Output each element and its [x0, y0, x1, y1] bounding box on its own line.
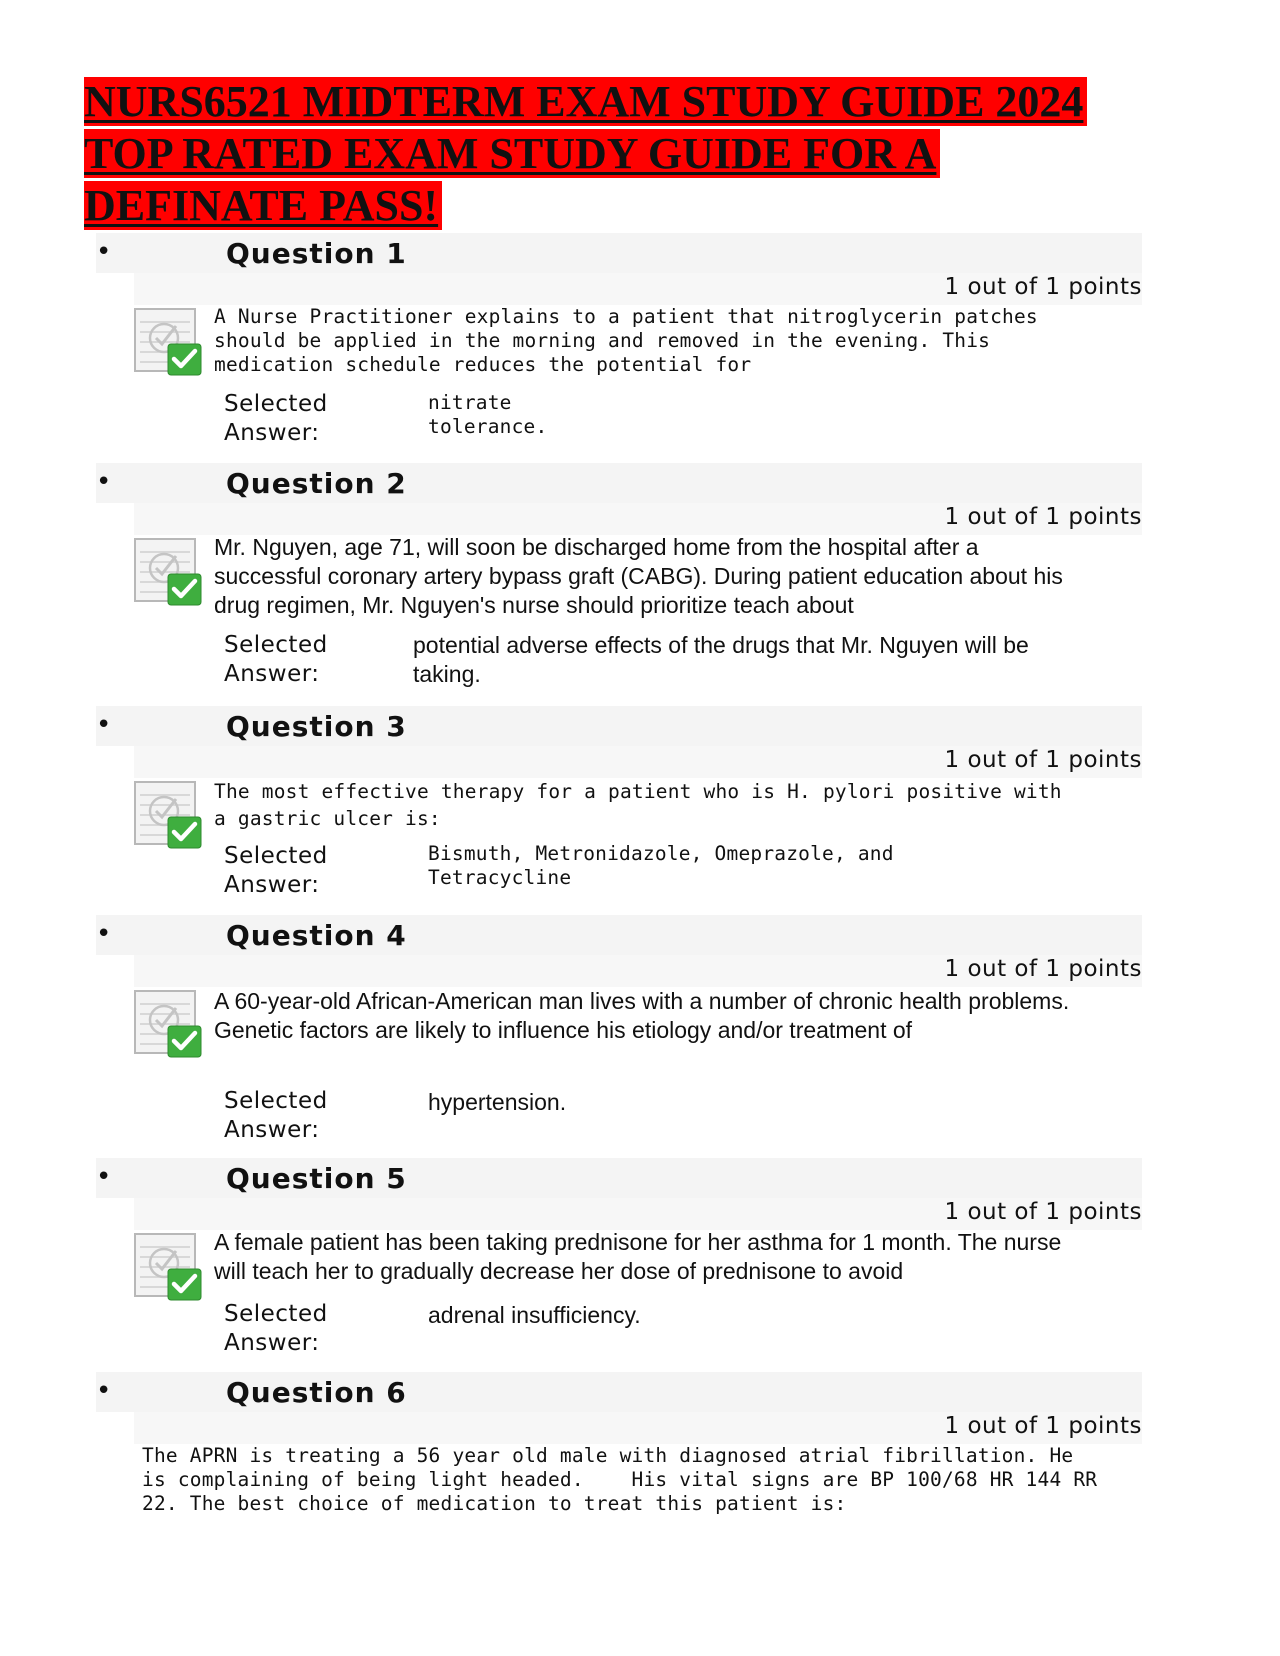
selected-label-line-1: Selected: [224, 1301, 328, 1327]
selected-answer: [428, 842, 1068, 890]
selected-answer: potential adverse effects of the drugs that Mr. Nguyen will be taking.: [413, 632, 1029, 687]
question-points: 1 out of 1 points: [944, 747, 1142, 773]
question-text: The most effective therapy for a patient who is H. pylori positive with a gastric ulcer is:: [214, 780, 1062, 830]
title-line-1: NURS6521 MIDTERM EXAM STUDY GUIDE 2024: [84, 77, 1087, 126]
bullet-icon: •: [96, 1162, 112, 1192]
selected-label-line-2: Answer:: [224, 872, 320, 898]
selected-label-line-1: Selected: [224, 843, 328, 869]
question-text: The APRN is treating a 56 year old male with diagnosed atrial fibrillation. He is complaining of being light headed. His vital signs are BP 100/68 HR 144 RR 22. The best choice of medication to treat this patient is:: [142, 1444, 1110, 1515]
bullet-icon: •: [96, 1376, 112, 1406]
bullet-icon: •: [96, 919, 112, 949]
question-text: A female patient has been taking prednisone for her asthma for 1 month. The nurse will teach her to gradually decrease her dose of prednisone to avoid: [214, 1229, 1062, 1284]
selected-label-line-1: Selected: [224, 1088, 328, 1114]
bullet-icon: •: [96, 467, 112, 497]
answer-line-1: nitrate: [428, 391, 512, 414]
question-title: Question 1: [226, 237, 407, 270]
question-points: 1 out of 1 points: [944, 1413, 1142, 1439]
selected-answer: hypertension.: [428, 1089, 567, 1115]
question-points: 1 out of 1 points: [944, 504, 1142, 530]
question-text: A 60-year-old African-American man lives with a number of chronic health problems. Genetic factors are likely to influence his etiology and/or treatment of: [214, 988, 1070, 1043]
question-text: Mr. Nguyen, age 71, will soon be discharged home from the hospital after a successful coronary artery bypass graft (CABG). During patient education about his drug regimen, Mr. Nguyen's nurse should prioritize teach about: [214, 534, 1063, 618]
question-title: Question 2: [226, 467, 407, 500]
selected-label-line-2: Answer:: [224, 420, 320, 446]
correct-check-icon: [134, 990, 204, 1060]
question-title: Question 4: [226, 919, 407, 952]
question-title: Question 5: [226, 1162, 407, 1195]
answer-line-1: Bismuth, Metronidazole, Omeprazole, and: [428, 842, 894, 865]
bullet-icon: •: [96, 237, 112, 267]
selected-label-line-2: Answer:: [224, 1117, 320, 1143]
question-text: A Nurse Practitioner explains to a patient that nitroglycerin patches should be applied in the morning and removed in the evening. This medication schedule reduces the potential for: [214, 305, 1038, 376]
answer-line-2: Tetracycline: [428, 866, 572, 889]
question-title: Question 6: [226, 1376, 407, 1409]
correct-check-icon: [134, 538, 204, 608]
selected-answer-label: [224, 1087, 328, 1145]
bullet-icon: •: [96, 710, 112, 740]
question-points: 1 out of 1 points: [944, 956, 1142, 982]
question-points: 1 out of 1 points: [944, 1199, 1142, 1225]
correct-check-icon: [134, 781, 204, 851]
selected-answer-label: [224, 1300, 328, 1358]
selected-label-line-1: Selected: [224, 632, 328, 658]
selected-answer-label: [224, 631, 328, 689]
question-points: 1 out of 1 points: [944, 274, 1142, 300]
question-title: Question 3: [226, 710, 407, 743]
selected-label-line-2: Answer:: [224, 1330, 320, 1356]
correct-check-icon: [134, 308, 204, 378]
selected-label-line-2: Answer:: [224, 661, 320, 687]
selected-label-line-1: Selected: [224, 391, 328, 417]
answer-line-2: tolerance.: [428, 415, 548, 438]
correct-check-icon: [134, 1233, 204, 1303]
title-line-2: TOP RATED EXAM STUDY GUIDE FOR A: [84, 129, 940, 178]
selected-answer-label: [224, 390, 328, 448]
selected-answer-label: [224, 842, 328, 900]
document-title: [84, 76, 1134, 232]
selected-answer: adrenal insufficiency.: [428, 1302, 641, 1328]
title-line-3: DEFINATE PASS!: [84, 181, 442, 230]
selected-answer: [428, 391, 1068, 439]
